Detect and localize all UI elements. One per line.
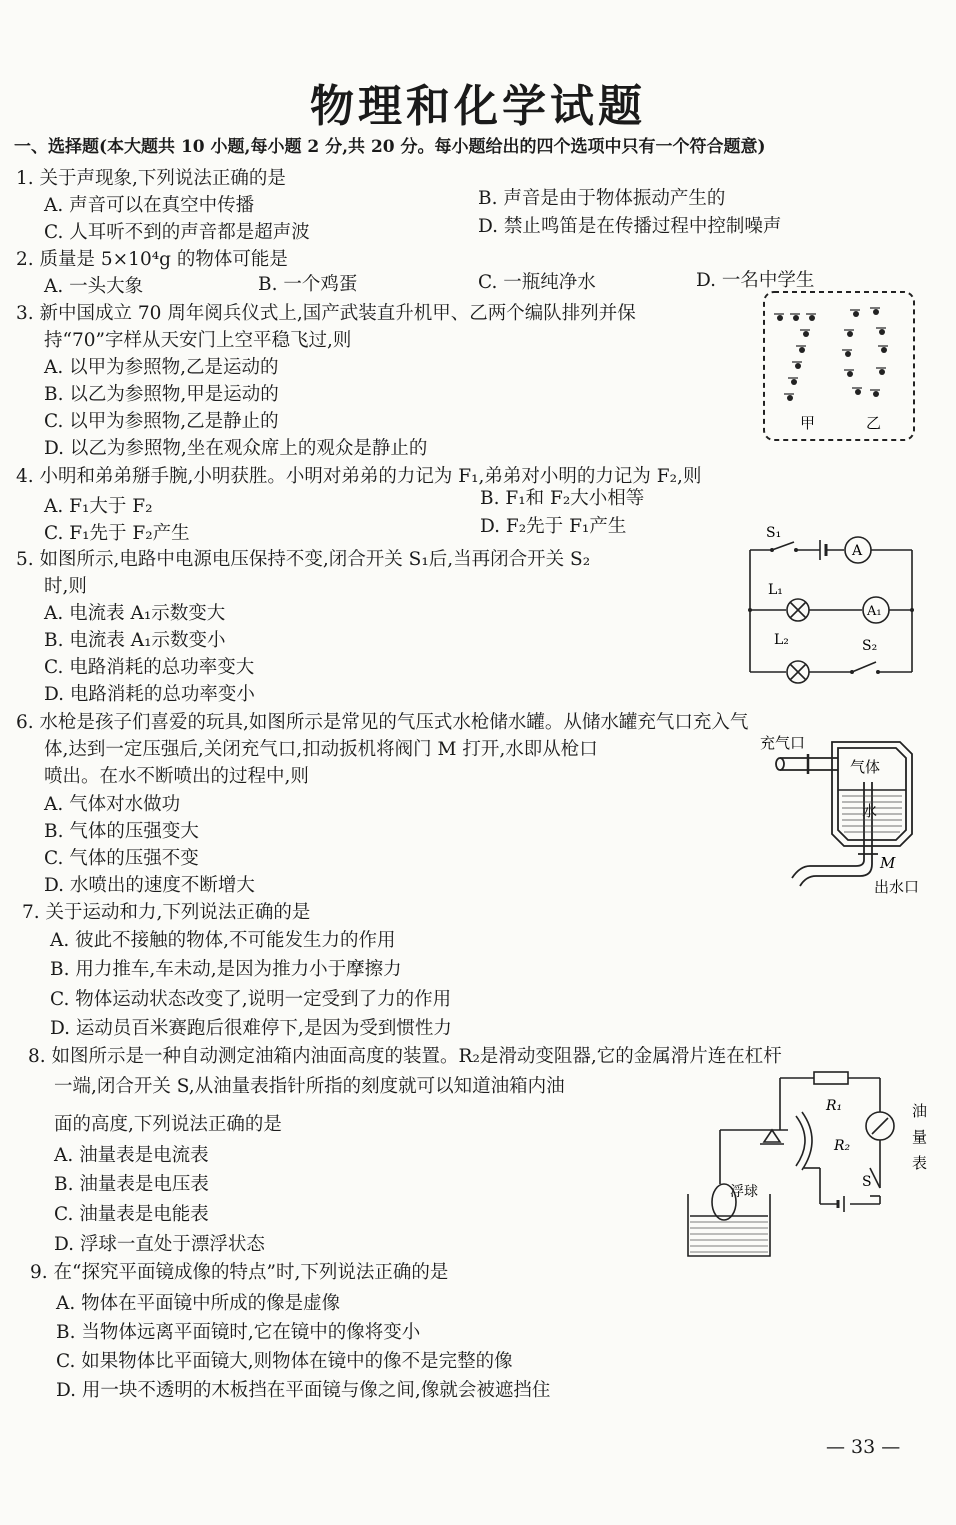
page-title: 物理和化学试题 — [310, 81, 646, 132]
question-6-stem-line-1: 6. 水枪是孩子们喜爱的玩具,如图所示是常见的气压式水枪储水罐。从储水罐充气口充入气 — [16, 712, 749, 733]
helicopter-icon — [809, 315, 815, 321]
helicopter-icon — [879, 369, 885, 375]
question-3-option-d: D. 以乙为参照物,坐在观众席上的观众是静止的 — [44, 438, 428, 459]
fuel-label-meter-1: 油 — [912, 1102, 928, 1120]
water-tank-figure — [760, 730, 940, 900]
helicopter-icon — [855, 389, 861, 395]
tank-label-inlet: 充气口 — [760, 734, 806, 752]
helicopter-icon — [873, 309, 879, 315]
question-6-stem-line-2: 体,达到一定压强后,关闭充气口,扣动扳机将阀门 M 打开,水即从枪口 — [44, 739, 598, 760]
section-header: 一、选择题(本大题共 10 小题,每小题 2 分,共 20 分。每小题给出的四个选项中只有一个符合题意) — [14, 137, 766, 157]
fuel-label-meter-3: 表 — [912, 1154, 928, 1172]
helicopter-icon — [799, 347, 805, 353]
question-1-option-b: B. 声音是由于物体振动产生的 — [478, 188, 726, 209]
question-6-option-a: A. 气体对水做功 — [44, 794, 181, 815]
question-4-stem: 4. 小明和弟弟掰手腕,小明获胜。小明对弟弟的力记为 F₁,弟弟对小明的力记为 F₂,则 — [16, 466, 702, 487]
circuit-figure — [744, 522, 919, 702]
question-5-stem-line-2: 时,则 — [44, 576, 87, 597]
helicopter-icon — [795, 363, 801, 369]
question-1-option-c: C. 人耳听不到的声音都是超声波 — [44, 222, 310, 243]
circuit-label-a1: A₁ — [867, 604, 882, 619]
question-3-stem-line-1: 3. 新中国成立 70 周年阅兵仪式上,国产武装直升机甲、乙两个编队排列并保 — [16, 303, 636, 324]
tank-label-gas: 气体 — [850, 758, 881, 776]
question-2-option-b: B. 一个鸡蛋 — [258, 274, 358, 295]
helicopter-icon — [845, 351, 851, 357]
question-5-option-b: B. 电流表 A₁示数变小 — [44, 630, 226, 651]
question-4-option-c: C. F₁先于 F₂产生 — [44, 523, 190, 544]
question-1-stem: 1. 关于声现象,下列说法正确的是 — [16, 168, 286, 189]
question-8-stem-line-2: 一端,闭合开关 S,从油量表指针所指的刻度就可以知道油箱内油 — [54, 1076, 565, 1097]
question-5-option-d: D. 电路消耗的总功率变小 — [44, 684, 255, 705]
helicopter-icon — [853, 311, 859, 317]
question-1-option-d: D. 禁止鸣笛是在传播过程中控制噪声 — [478, 216, 782, 237]
question-8-option-d: D. 浮球一直处于漂浮状态 — [54, 1234, 265, 1255]
question-7-option-b: B. 用力推车,车未动,是因为推力小于摩擦力 — [50, 959, 402, 980]
question-8-stem-line-1: 8. 如图所示是一种自动测定油箱内油面高度的装置。R₂是滑动变阻器,它的金属滑片连在杠杆 — [28, 1046, 782, 1067]
question-6-option-d: D. 水喷出的速度不断增大 — [44, 875, 255, 896]
helicopter-icon — [847, 331, 853, 337]
helicopter-icon — [847, 371, 853, 377]
fuel-label-r2: R₂ — [834, 1138, 851, 1154]
tank-label-water: 水 — [862, 802, 878, 820]
question-4-option-d: D. F₂先于 F₁产生 — [480, 516, 627, 537]
circuit-label-s1: S₁ — [766, 525, 782, 541]
circuit-label-l1: L₁ — [768, 582, 783, 598]
formation-label-yi: 乙 — [866, 414, 882, 432]
question-8-option-a: A. 油量表是电流表 — [54, 1145, 209, 1166]
circuit-label-s2: S₂ — [862, 638, 878, 654]
helicopter-icon — [873, 391, 879, 397]
question-7-option-d: D. 运动员百米赛跑后很难停下,是因为受到惯性力 — [50, 1018, 452, 1039]
question-2-option-c: C. 一瓶纯净水 — [478, 272, 596, 293]
question-6-option-b: B. 气体的压强变大 — [44, 821, 199, 842]
fuel-label-s: S — [862, 1174, 872, 1190]
question-7-stem: 7. 关于运动和力,下列说法正确的是 — [22, 902, 311, 923]
helicopter-icon — [793, 315, 799, 321]
fuel-label-meter-2: 量 — [912, 1128, 928, 1146]
helicopter-icon — [881, 347, 887, 353]
question-8-stem-line-3: 面的高度,下列说法正确的是 — [54, 1114, 282, 1135]
question-3-option-a: A. 以甲为参照物,乙是运动的 — [44, 357, 279, 378]
question-3-option-b: B. 以乙为参照物,甲是运动的 — [44, 384, 279, 405]
question-8-option-c: C. 油量表是电能表 — [54, 1204, 209, 1225]
circuit-label-a: A — [852, 543, 863, 559]
fuel-label-r1: R₁ — [826, 1098, 843, 1114]
helicopter-icon — [777, 315, 783, 321]
helicopter-icon — [803, 331, 809, 337]
question-4-option-b: B. F₁和 F₂大小相等 — [480, 488, 645, 509]
circuit-label-l2: L₂ — [774, 632, 789, 648]
question-7-option-a: A. 彼此不接触的物体,不可能发生力的作用 — [50, 930, 396, 951]
formation-label-jia: 甲 — [800, 414, 816, 432]
tank-label-valve: M — [880, 854, 896, 872]
question-9-stem: 9. 在“探究平面镜成像的特点”时,下列说法正确的是 — [30, 1262, 449, 1283]
question-3-option-c: C. 以甲为参照物,乙是静止的 — [44, 411, 279, 432]
question-4-option-a: A. F₁大于 F₂ — [44, 496, 153, 517]
question-9-option-d: D. 用一块不透明的木板挡在平面镜与像之间,像就会被遮挡住 — [56, 1380, 551, 1401]
question-3-stem-line-2: 持“70”字样从天安门上空平稳飞过,则 — [44, 330, 352, 351]
question-9-option-a: A. 物体在平面镜中所成的像是虚像 — [56, 1293, 341, 1314]
fuel-label-float: 浮球 — [730, 1184, 758, 1200]
question-9-option-c: C. 如果物体比平面镜大,则物体在镜中的像不是完整的像 — [56, 1351, 513, 1372]
question-8-option-b: B. 油量表是电压表 — [54, 1174, 209, 1195]
question-6-stem-line-3: 喷出。在水不断喷出的过程中,则 — [44, 766, 309, 787]
page-number: — 33 — — [826, 1436, 901, 1458]
helicopter-icon — [787, 395, 793, 401]
question-2-option-a: A. 一头大象 — [44, 276, 144, 297]
fuel-gauge-figure — [684, 1068, 944, 1264]
question-5-option-c: C. 电路消耗的总功率变大 — [44, 657, 255, 678]
tank-label-outlet: 出水口 — [874, 878, 920, 896]
question-2-stem: 2. 质量是 5×10⁴g 的物体可能是 — [16, 249, 288, 270]
question-5-option-a: A. 电流表 A₁示数变大 — [44, 603, 226, 624]
formation-figure — [760, 288, 920, 448]
question-6-option-c: C. 气体的压强不变 — [44, 848, 199, 869]
question-2-option-d: D. 一名中学生 — [696, 270, 815, 291]
helicopter-icon — [791, 379, 797, 385]
question-7-option-c: C. 物体运动状态改变了,说明一定受到了力的作用 — [50, 989, 452, 1010]
helicopter-icon — [879, 329, 885, 335]
question-9-option-b: B. 当物体远离平面镜时,它在镜中的像将变小 — [56, 1322, 421, 1343]
question-1-option-a: A. 声音可以在真空中传播 — [44, 195, 255, 216]
question-5-stem-line-1: 5. 如图所示,电路中电源电压保持不变,闭合开关 S₁后,当再闭合开关 S₂ — [16, 549, 591, 570]
